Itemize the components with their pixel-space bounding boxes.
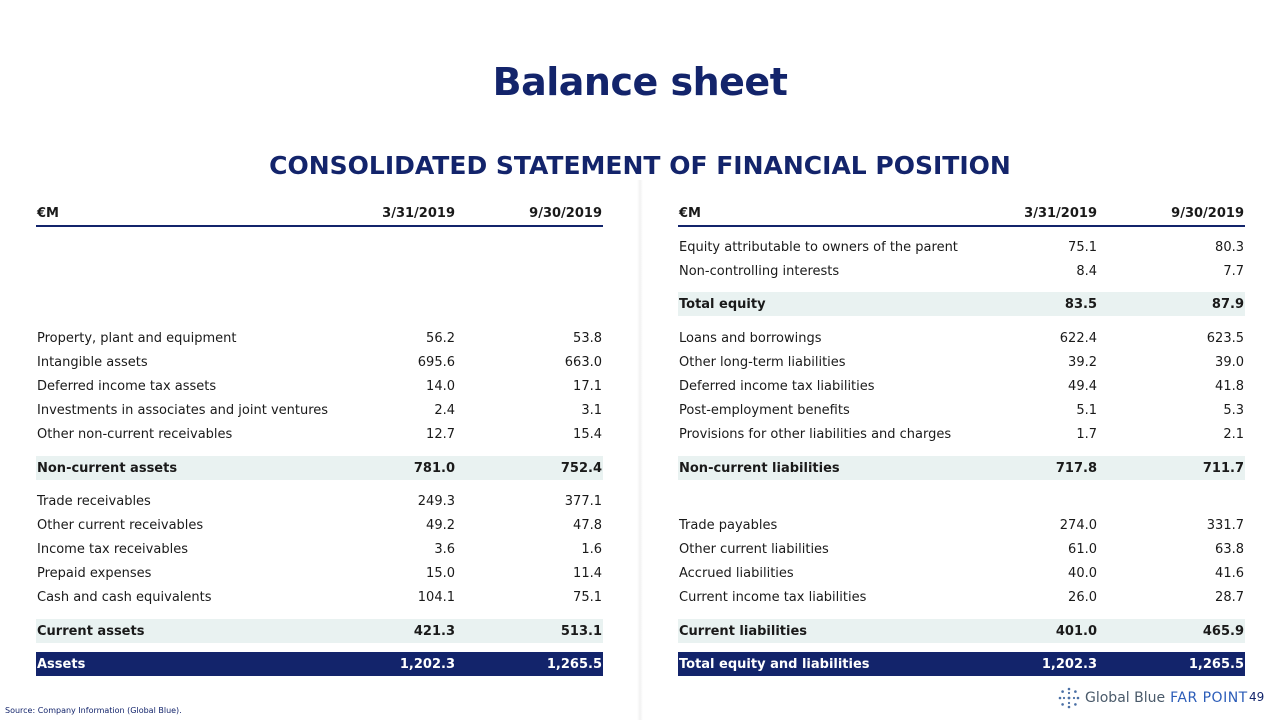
company-logo [1058, 687, 1248, 709]
row-label: Post-employment benefits [679, 402, 850, 418]
table-row [678, 513, 1245, 537]
row-value-2: 663.0 [564, 354, 602, 370]
subtotal-row [36, 619, 603, 643]
row-value-2: 15.4 [573, 426, 602, 442]
header-period-1: 3/31/2019 [382, 206, 455, 221]
table-row [36, 350, 603, 374]
logo-name: Global Blue [1085, 690, 1166, 706]
source-note: Source: Company Information (Global Blue). [5, 706, 182, 715]
table-row [36, 513, 603, 537]
row-label: Non-current assets [37, 460, 178, 476]
row-value-2: 331.7 [1206, 517, 1244, 533]
logo-far-point: FAR POINT [1170, 690, 1248, 706]
row-value-2: 87.9 [1211, 296, 1244, 312]
row-label: Non-controlling interests [679, 263, 840, 279]
row-label: Equity attributable to owners of the parent [679, 239, 958, 255]
row-value-2: 17.1 [573, 378, 602, 394]
row-value-1: 40.0 [1068, 565, 1097, 581]
table-row [678, 259, 1245, 283]
row-label: Intangible assets [37, 354, 148, 370]
table-row [36, 561, 603, 585]
row-value-1: 1.7 [1076, 426, 1097, 442]
row-label: Other non-current receivables [37, 426, 233, 442]
row-label: Current income tax liabilities [679, 589, 867, 605]
page-number: 49 [1249, 690, 1265, 704]
global-blue-logo-icon [1058, 687, 1080, 709]
header-period-1: 3/31/2019 [1024, 206, 1097, 221]
header-unit: €M [679, 206, 701, 221]
table-row [36, 374, 603, 398]
row-value-2: 7.7 [1223, 263, 1244, 279]
row-value-2: 53.8 [573, 330, 602, 346]
row-value-2: 47.8 [573, 517, 602, 533]
row-value-2: 41.8 [1215, 378, 1244, 394]
row-value-1: 104.1 [417, 589, 455, 605]
row-value-1: 75.1 [1068, 239, 1097, 255]
table-row [678, 398, 1245, 422]
row-value-1: 695.6 [417, 354, 455, 370]
row-label: Trade payables [679, 517, 778, 533]
row-label: Non-current liabilities [679, 460, 840, 476]
row-label: Income tax receivables [37, 541, 188, 557]
table-row [678, 350, 1245, 374]
row-value-2: 5.3 [1223, 402, 1244, 418]
row-label: Other current liabilities [679, 541, 829, 557]
row-value-1: 2.4 [434, 402, 455, 418]
row-value-1: 56.2 [426, 330, 455, 346]
row-label: Property, plant and equipment [37, 330, 237, 346]
subtotal-row [678, 456, 1245, 480]
row-value-1: 15.0 [426, 565, 455, 581]
row-label: Prepaid expenses [37, 565, 152, 581]
row-value-1: 26.0 [1068, 589, 1097, 605]
row-value-1: 1,202.3 [399, 656, 455, 672]
row-value-2: 3.1 [581, 402, 602, 418]
table-row [678, 537, 1245, 561]
row-value-1: 781.0 [413, 460, 455, 476]
column-divider [637, 180, 643, 720]
row-value-2: 377.1 [564, 493, 602, 509]
row-label: Other long-term liabilities [679, 354, 846, 370]
row-value-2: 465.9 [1202, 623, 1244, 639]
subtotal-row [36, 456, 603, 480]
table-row [678, 374, 1245, 398]
total-row [36, 652, 603, 676]
header-period-2: 9/30/2019 [1171, 206, 1244, 221]
subtotal-row [678, 292, 1245, 316]
row-value-2: 1.6 [581, 541, 602, 557]
header-unit: €M [37, 206, 59, 221]
row-label: Accrued liabilities [679, 565, 794, 581]
row-label: Cash and cash equivalents [37, 589, 212, 605]
row-value-2: 752.4 [560, 460, 602, 476]
page-title: Balance sheet [492, 60, 788, 104]
table-header [678, 206, 1245, 227]
table-row [678, 326, 1245, 350]
subtotal-row [678, 619, 1245, 643]
row-value-1: 14.0 [426, 378, 455, 394]
row-value-1: 401.0 [1055, 623, 1097, 639]
row-value-1: 49.4 [1068, 378, 1097, 394]
row-value-2: 711.7 [1202, 460, 1244, 476]
row-label: Current liabilities [679, 623, 808, 639]
row-value-2: 2.1 [1223, 426, 1244, 442]
row-label: Other current receivables [37, 517, 204, 533]
row-value-1: 39.2 [1068, 354, 1097, 370]
table-row [36, 326, 603, 350]
table-row [678, 422, 1245, 446]
row-value-1: 83.5 [1064, 296, 1097, 312]
row-value-2: 41.6 [1215, 565, 1244, 581]
row-value-1: 8.4 [1076, 263, 1097, 279]
table-row [36, 585, 603, 609]
row-value-2: 80.3 [1215, 239, 1244, 255]
row-value-2: 513.1 [560, 623, 602, 639]
row-value-2: 63.8 [1215, 541, 1244, 557]
row-label: Total equity [679, 296, 766, 312]
row-value-2: 1,265.5 [1188, 656, 1244, 672]
row-label: Loans and borrowings [679, 330, 822, 346]
row-value-2: 11.4 [573, 565, 602, 581]
table-row [678, 561, 1245, 585]
row-value-1: 12.7 [426, 426, 455, 442]
row-value-2: 623.5 [1206, 330, 1244, 346]
total-row [678, 652, 1245, 676]
row-label: Assets [37, 656, 86, 672]
table-row [36, 398, 603, 422]
row-value-2: 75.1 [573, 589, 602, 605]
row-value-1: 249.3 [417, 493, 455, 509]
row-value-1: 3.6 [434, 541, 455, 557]
row-value-1: 717.8 [1055, 460, 1097, 476]
table-row [678, 585, 1245, 609]
row-value-1: 421.3 [413, 623, 455, 639]
row-value-1: 49.2 [426, 517, 455, 533]
row-label: Deferred income tax liabilities [679, 378, 875, 394]
row-label: Investments in associates and joint ventures [37, 402, 329, 418]
table-row [36, 489, 603, 513]
page-subtitle: CONSOLIDATED STATEMENT OF FINANCIAL POSITION [269, 151, 1011, 180]
row-value-1: 622.4 [1059, 330, 1097, 346]
row-value-2: 39.0 [1215, 354, 1244, 370]
row-label: Total equity and liabilities [679, 656, 870, 672]
row-label: Trade receivables [37, 493, 151, 509]
table-header [36, 206, 603, 227]
row-value-2: 28.7 [1215, 589, 1244, 605]
row-value-1: 1,202.3 [1041, 656, 1097, 672]
row-value-2: 1,265.5 [546, 656, 602, 672]
table-row [36, 422, 603, 446]
row-label: Current assets [37, 623, 145, 639]
row-value-1: 5.1 [1076, 402, 1097, 418]
table-row [678, 235, 1245, 259]
table-row [36, 537, 603, 561]
row-label: Provisions for other liabilities and charges [679, 426, 952, 442]
row-label: Deferred income tax assets [37, 378, 217, 394]
header-period-2: 9/30/2019 [529, 206, 602, 221]
row-value-1: 274.0 [1059, 517, 1097, 533]
row-value-1: 61.0 [1068, 541, 1097, 557]
